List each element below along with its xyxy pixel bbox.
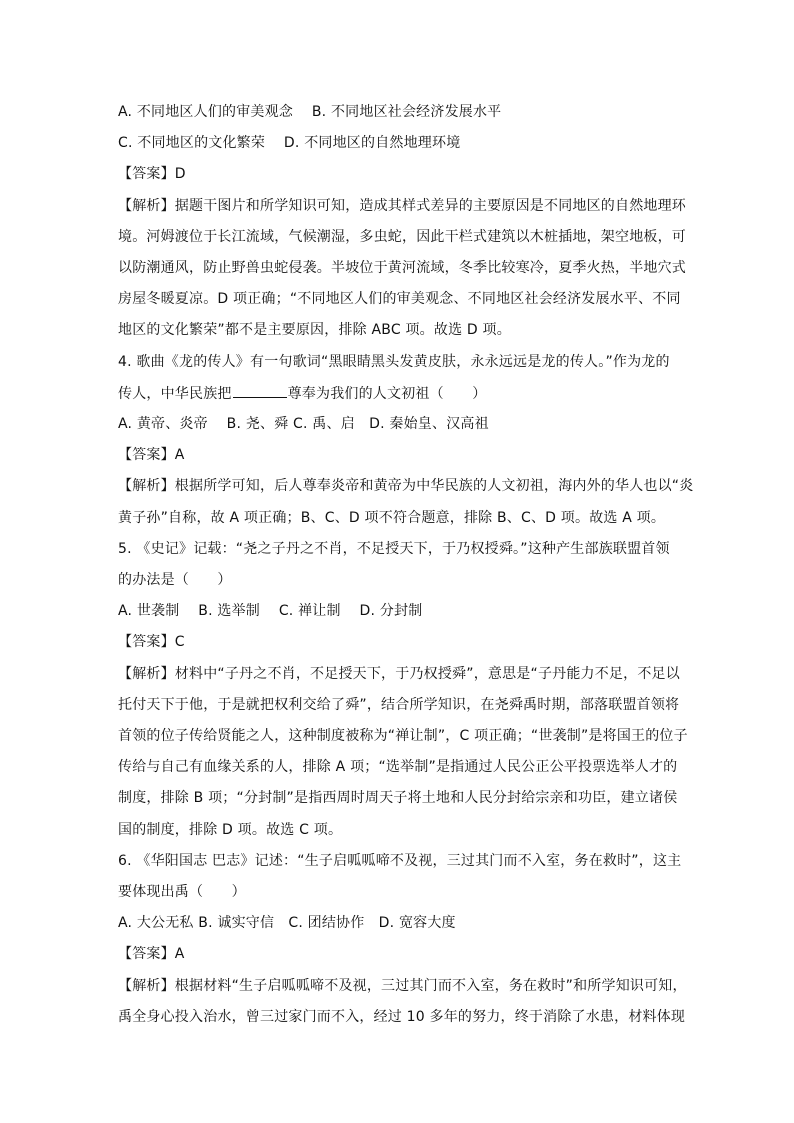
q6-stem: 要体现出禹（ ）: [118, 884, 246, 900]
fill-blank: [233, 383, 287, 398]
q4-stem: 4. 歌曲《龙的传人》有一句歌词“黑眼睛黑头发黄皮肤，永永远远是龙的传人。”作为龙的: [118, 354, 670, 370]
q5-analysis-line: 托付天下于他，于是就把权利交给了舜”，结合所学知识，在尧舜禹时期，部落联盟首领将: [118, 697, 680, 713]
q4-answer: 【答案】A: [118, 447, 185, 463]
q5-analysis-line: 传给与自己有血缘关系的人，排除 A 项；“选举制”是指通过人民公正公平投票选举人才的: [118, 759, 678, 775]
q5-answer: 【答案】C: [118, 634, 185, 650]
q4-stem-part: 传人，中华民族把: [118, 386, 232, 402]
q4-analysis-line: 【解析】根据所学可知，后人尊奉炎帝和黄帝为中华民族的人文初祖，海内外的华人也以“炎: [118, 478, 694, 494]
q6-options: A. 大公无私 B. 诚实守信 C. 团结协作 D. 宽容大度: [118, 915, 456, 931]
q4-stem-blank-line: [118, 383, 688, 404]
q5-analysis-line: 【解析】材料中“子丹之不肖，不足授天下，于乃权授舜”，意思是“子丹能力不足，不足以: [118, 666, 680, 682]
q4-options: A. 黄帝、炎帝 B. 尧、舜 C. 禹、启 D. 秦始皇、汉高祖: [118, 416, 489, 432]
q6-stem: 6. 《华阳国志 巴志》记述：“生子启呱呱啼不及视，三过其门而不入室，务在救时”，这主: [118, 853, 682, 869]
q3-answer: 【答案】D: [118, 166, 186, 182]
q4-stem-part: 尊奉为我们的人文初祖（ ）: [287, 386, 487, 402]
q3-options-cd: C. 不同地区的文化繁荣 D. 不同地区的自然地理环境: [118, 135, 461, 151]
q3-analysis-line: 境。河姆渡位于长江流域，气候潮湿，多虫蛇，因此干栏式建筑以木桩插地，架空地板，可: [118, 229, 686, 245]
q5-analysis-line: 首领的位子传给贤能之人，这种制度被称为“禅让制”，C 项正确；“世袭制”是将国王的位子: [118, 728, 688, 744]
q5-options: A. 世袭制 B. 选举制 C. 禅让制 D. 分封制: [118, 603, 423, 619]
q4-analysis-line: 黄子孙”自称，故 A 项正确；B、C、D 项不符合题意，排除 B、C、D 项。故选 A 项。: [118, 510, 666, 526]
q3-analysis-line: 以防潮通风，防止野兽虫蛇侵袭。半坡位于黄河流域，冬季比较寒冷，夏季火热，半地穴式: [118, 260, 686, 276]
q3-options-ab: A. 不同地区人们的审美观念 B. 不同地区社会经济发展水平: [118, 104, 502, 120]
q5-analysis-line: 制度，排除 B 项；“分封制”是指西周时周天子将土地和人民分封给宗亲和功臣，建立诸侯: [118, 790, 678, 806]
q5-analysis-line: 国的制度，排除 D 项。故选 C 项。: [118, 822, 343, 838]
q5-stem: 5. 《史记》记载：“尧之子丹之不肖，不足授天下，于乃权授舜。”这种产生部族联盟首领: [118, 541, 670, 557]
q6-answer: 【答案】A: [118, 946, 185, 962]
q6-analysis-line: 【解析】根据材料“生子启呱呱啼不及视，三过其门而不入室，务在救时”和所学知识可知，: [118, 978, 687, 994]
q5-stem: 的办法是（ ）: [118, 572, 232, 588]
q3-analysis-line: 【解析】据题干图片和所学知识可知，造成其样式差异的主要原因是不同地区的自然地理环: [118, 198, 686, 214]
q3-analysis-line: 地区的文化繁荣”都不是主要原因，排除 ABC 项。故选 D 项。: [118, 322, 511, 338]
q3-analysis-line: 房屋冬暖夏凉。D 项正确；“不同地区人们的审美观念、不同地区社会经济发展水平、不同: [118, 291, 681, 307]
q6-analysis-line: 禹全身心投入治水，曾三过家门而不入，经过 10 多年的努力，终于消除了水患，材料体现: [118, 1009, 686, 1025]
